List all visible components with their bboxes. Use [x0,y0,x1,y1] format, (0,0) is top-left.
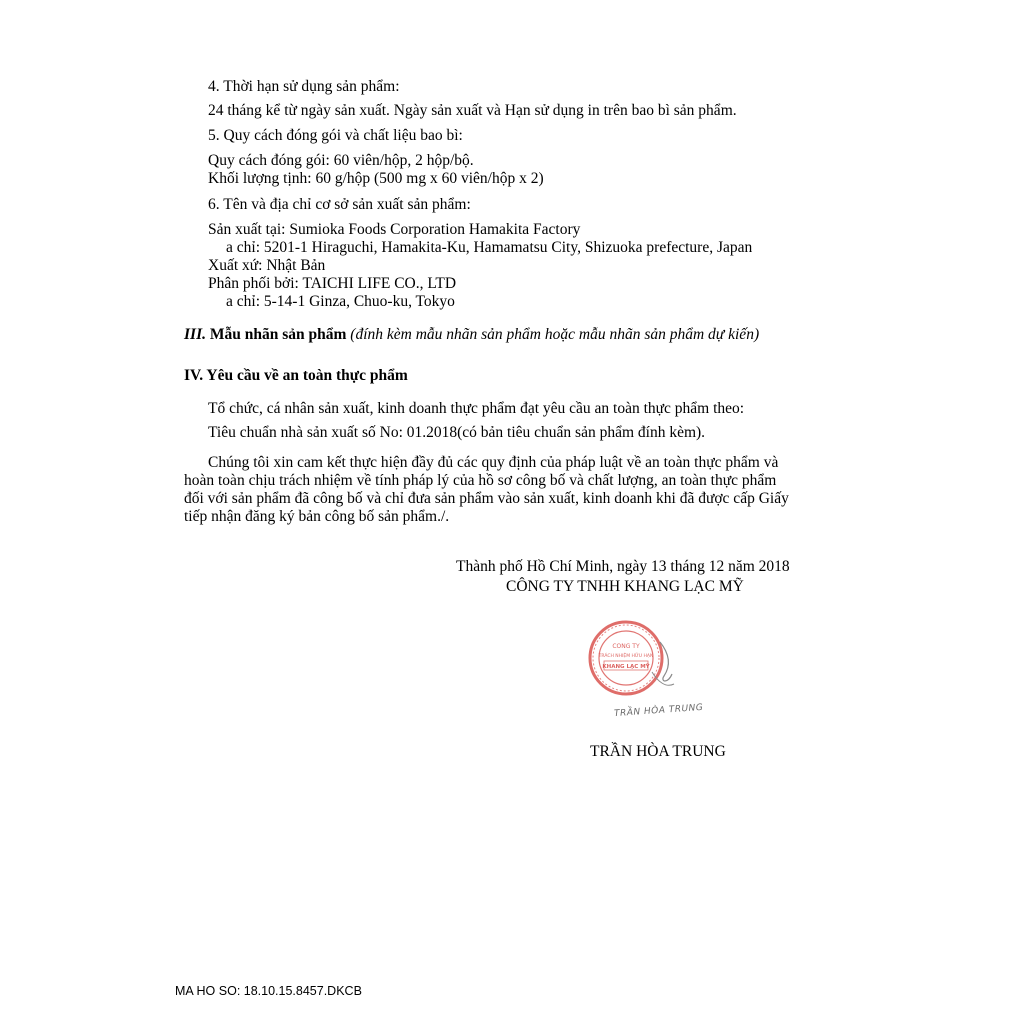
svg-text:TRÁCH NHIỆM HỮU HẠN: TRÁCH NHIỆM HỮU HẠN [598,654,654,659]
company-name: CÔNG TY TNHH KHANG LẠC MỸ [506,578,744,595]
company-stamp [576,612,686,702]
item4-text: 24 tháng kể từ ngày sản xuất. Ngày sản xuất và Hạn sử dụng in trên bao bì sản phẩm. [208,102,737,119]
section4-title: IV. Yêu cầu về an toàn thực phẩm [184,367,408,384]
item6-title: 6. Tên và địa chỉ cơ sở sản xuất sản phẩm: [208,196,471,213]
item6-distributor: Phân phối bởi: TAICHI LIFE CO., LTD [208,275,457,292]
item5-net-weight: Khối lượng tịnh: 60 g/hộp (500 mg x 60 viên/hộp x 2) [208,170,544,187]
item4-title: 4. Thời hạn sử dụng sản phẩm: [208,78,400,95]
section3-heading [184,326,759,344]
section4-requirement: Tổ chức, cá nhân sản xuất, kinh doanh thực phẩm đạt yêu cầu an toàn thực phẩm theo: [208,400,745,417]
item6-manufacturer-address: a chỉ: 5201-1 Hiraguchi, Hamakita-Ku, Hamamatsu City, Shizuoka prefecture, Japan [226,239,753,256]
place-date: Thành phố Hồ Chí Minh, ngày 13 tháng 12 năm 2018 [456,558,790,575]
item6-origin: Xuất xứ: Nhật Bản [208,257,326,274]
dossier-code: MA HO SO: 18.10.15.8457.DKCB [175,984,362,998]
commitment-line-2: hoàn toàn chịu trách nhiệm về tính pháp lý của hồ sơ công bố và chất lượng, an toàn thực phẩm [184,472,777,489]
item6-manufacturer: Sản xuất tại: Sumioka Foods Corporation Hamakita Factory [208,221,581,238]
section3-title: Mẫu nhãn sản phẩm [209,326,347,343]
item6-distributor-address: a chỉ: 5-14-1 Ginza, Chuo-ku, Tokyo [226,293,455,310]
item5-title: 5. Quy cách đóng gói và chất liệu bao bì: [208,127,463,144]
signer-name: TRẦN HÒA TRUNG [590,743,726,760]
section4-standard: Tiêu chuẩn nhà sản xuất số No: 01.2018(có bản tiêu chuẩn sản phẩm đính kèm). [208,424,706,441]
commitment-line-3: đối với sản phẩm đã công bố và chỉ đưa sản phẩm vào sản xuất, kinh doanh khi đã được cấp Giấy [184,490,789,507]
section3-note: (đính kèm mẫu nhãn sản phẩm hoặc mẫu nhãn sản phẩm dự kiến) [350,326,760,343]
commitment-line-1: Chúng tôi xin cam kết thực hiện đầy đủ các quy định của pháp luật về an toàn thực phẩm và [208,454,779,471]
svg-text:KHANG LẠC MỸ: KHANG LẠC MỸ [602,664,650,670]
svg-text:CÔNG TY: CÔNG TY [612,643,640,650]
handwritten-signature: TRẦN HÒA TRUNG [613,702,704,720]
section3-number: III. [184,326,206,343]
commitment-line-4: tiếp nhận đăng ký bản công bố sản phẩm./. [184,508,450,525]
item5-packaging: Quy cách đóng gói: 60 viên/hộp, 2 hộp/bộ. [208,152,474,169]
